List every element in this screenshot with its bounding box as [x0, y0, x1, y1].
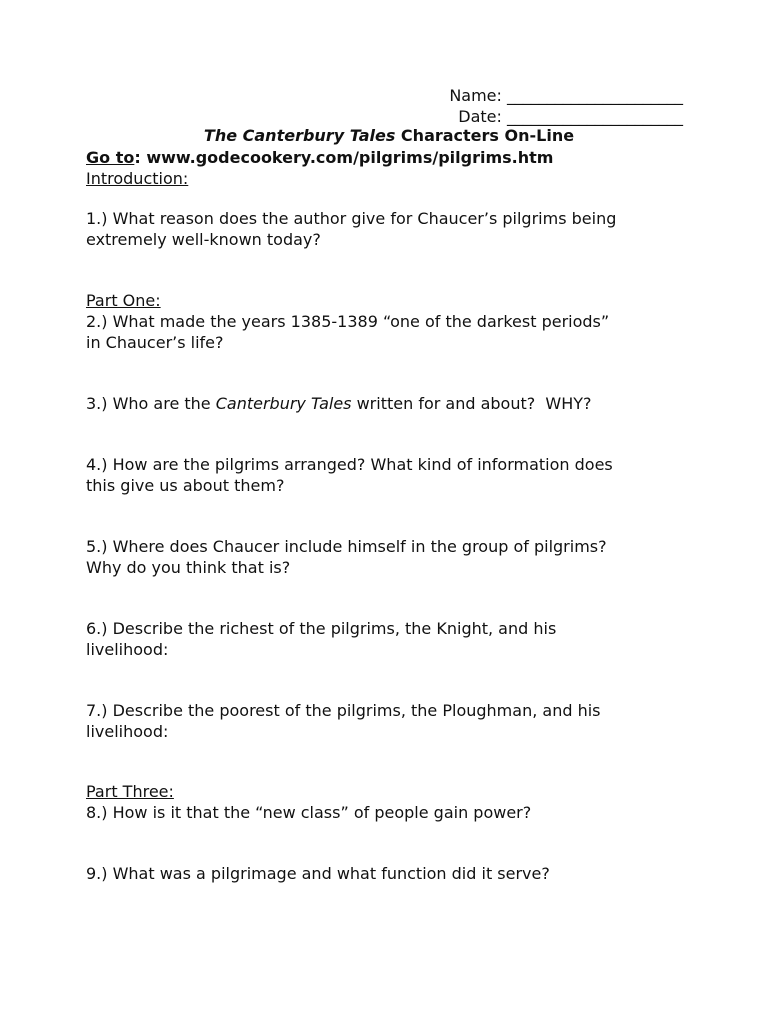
- name-field: [0, 85, 683, 106]
- title-italic: The Canterbury Tales: [203, 126, 396, 145]
- question-4-line-2: this give us about them?: [86, 476, 285, 495]
- question-2-line-1: 2.) What made the years 1385-1389 “one of the darkest periods”: [86, 312, 610, 331]
- question-9-text: 9.) What was a pilgrimage and what function did it serve?: [86, 864, 550, 883]
- question-3-post: written for and about? WHY?: [351, 394, 592, 413]
- question-7: [86, 700, 686, 742]
- question-9: [86, 863, 686, 884]
- question-3: [86, 393, 686, 414]
- title-rest: Characters On-Line: [395, 126, 575, 145]
- question-3-pre: 3.) Who are the: [86, 394, 216, 413]
- date-label: Date:: [458, 107, 502, 126]
- question-6-line-2: livelihood:: [86, 640, 169, 659]
- question-1-line-1: 1.) What reason does the author give for Chaucer’s pilgrims being: [86, 209, 617, 228]
- question-7-line-2: livelihood:: [86, 722, 169, 741]
- question-7-line-1: 7.) Describe the poorest of the pilgrims, the Ploughman, and his: [86, 701, 601, 720]
- question-6-line-1: 6.) Describe the richest of the pilgrims, the Knight, and his: [86, 619, 557, 638]
- date-field: [0, 106, 683, 127]
- question-5-line-2: Why do you think that is?: [86, 558, 291, 577]
- question-3-italic: Canterbury Tales: [215, 394, 352, 413]
- question-2-line-2: in Chaucer’s life?: [86, 333, 224, 352]
- question-4-line-1: 4.) How are the pilgrims arranged? What kind of information does: [86, 455, 613, 474]
- question-1: [86, 208, 686, 250]
- goto-line: [86, 147, 686, 168]
- question-6: [86, 618, 686, 660]
- goto-sep: :: [134, 148, 147, 167]
- question-1-line-2: extremely well-known today?: [86, 230, 321, 249]
- goto-url: www.godecookery.com/pilgrims/pilgrims.htm: [146, 148, 554, 167]
- name-label: Name:: [449, 86, 502, 105]
- goto-label: Go to: [86, 148, 135, 167]
- section-part-three: Part Three:: [86, 782, 174, 801]
- question-2: [86, 311, 686, 353]
- question-8-text: 8.) How is it that the “new class” of people gain power?: [86, 803, 532, 822]
- question-4: [86, 454, 686, 496]
- page-title: [0, 125, 768, 147]
- question-5: [86, 536, 686, 578]
- name-blank: ______________________: [507, 86, 683, 105]
- date-blank: ______________________: [507, 107, 683, 126]
- question-5-line-1: 5.) Where does Chaucer include himself in the group of pilgrims?: [86, 537, 607, 556]
- section-introduction: Introduction:: [86, 169, 189, 188]
- question-8: [86, 802, 686, 823]
- section-part-one: Part One:: [86, 291, 161, 310]
